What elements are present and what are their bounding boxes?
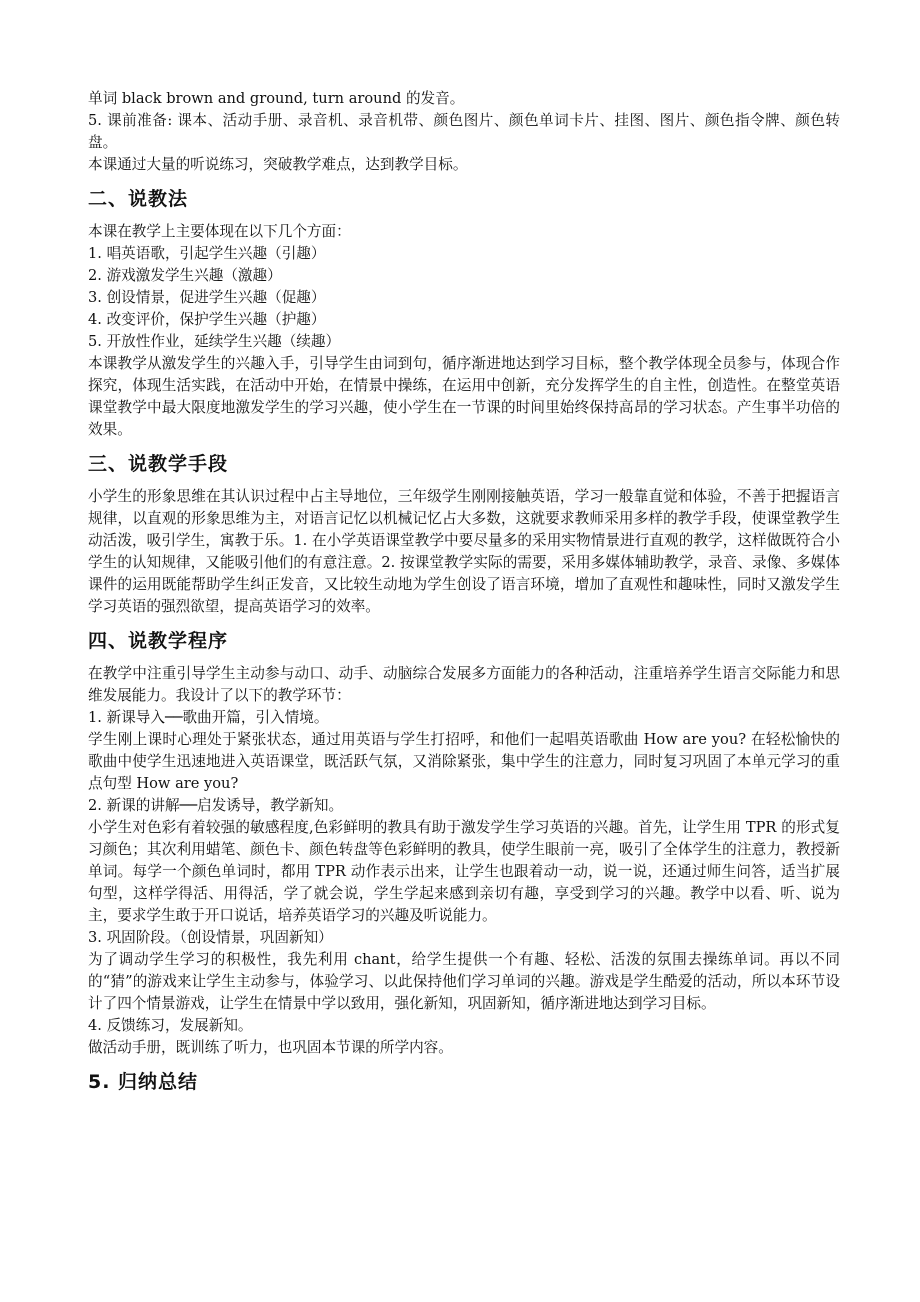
section-2-line: 4. 改变评价，保护学生兴趣（护趣） [88,311,326,328]
section-4-step-4: 4. 反馈练习，发展新知。 [88,1017,253,1034]
section-4-heading: 四、说教学程序 [88,630,229,652]
section-4-paragraph: 学生刚上课时心理处于紧张状态，通过用英语与学生打招呼，和他们一起唱英语歌曲 How are you? 在轻松愉快的歌曲中使学生迅速地进入英语课堂，既活跃气氛，又消除紧张，集中学生的注意力，同时复习巩固了本单元学习的重点句型 How are you? [88,731,840,792]
section-4-step-2: 2. 新课的讲解──启发诱导，教学新知。 [88,797,344,814]
section-4-paragraph: 为了调动学生学习的积极性，我先利用 chant，给学生提供一个有趣、轻松、活泼的氛围去操练单词。再以不同的“猜”的游戏来让学生主动参与，体验学习、以此保持他们学习单词的兴趣。游戏是学生酷爱的活动，所以本环节设计了四个情景游戏，让学生在情景中学以致用，强化新知，巩固新知，循序渐进地达到学习目标。 [88,951,840,1012]
intro-line-1: 单词 black brown and ground, turn around 的发音。 [88,90,465,107]
section-2-line: 5. 开放性作业，延续学生兴趣（续趣） [88,333,341,350]
section-5-heading: 5. 归纳总结 [88,1071,199,1093]
section-2-line: 1. 唱英语歌，引起学生兴趣（引趣） [88,245,326,262]
section-2-heading: 二、说教法 [88,188,189,210]
intro-line-3: 本课通过大量的听说练习，突破教学难点，达到教学目标。 [88,156,468,173]
section-4-paragraph: 在教学中注重引导学生主动参与动口、动手、动脑综合发展多方面能力的各种活动，注重培养学生语言交际能力和思维发展能力。我设计了以下的教学环节： [88,665,840,704]
section-2-paragraph: 本课教学从激发学生的兴趣入手，引导学生由词到句，循序渐进地达到学习目标，整个教学体现全员参与，体现合作探究，体现生活实践，在活动中开始，在情景中操练，在运用中创新，充分发挥学生的自主性，创造性。在整堂英语课堂教学中最大限度地激发学生的学习兴趣，使小学生在一节课的时间里始终保持高昂的学习状态。产生事半功倍的效果。 [88,355,840,438]
section-3-paragraph: 小学生的形象思维在其认识过程中占主导地位，三年级学生刚刚接触英语，学习一般靠直觉和体验，不善于把握语言规律，以直观的形象思维为主，对语言记忆以机械记忆占大多数，这就要求教师采用多样的教学手段，使课堂教学生动活泼，吸引学生，寓教于乐。1. 在小学英语课堂教学中要尽量多的采用实物情景进行直观的教学，这样做既符合小学生的认知规律，又能吸引他们的有意注意。2. 按课堂教学实际的需要，采用多媒体辅助教学，录音、录像、多媒体课件的运用既能帮助学生纠正发音，又比较生动地为学生创设了语言环境，增加了直观性和趣味性，同时又激发学生学习英语的强烈欲望，提高英语学习的效率。 [88,488,840,615]
section-2-line: 2. 游戏激发学生兴趣（激趣） [88,267,282,284]
intro-line-2: 5. 课前准备: 课本、活动手册、录音机、录音机带、颜色图片、颜色单词卡片、挂图、图片、颜色指令牌、颜色转盘。 [88,112,840,151]
section-2-line: 3. 创设情景，促进学生兴趣（促趣） [88,289,326,306]
section-4-step-3: 3. 巩固阶段。（创设情景，巩固新知） [88,929,333,946]
section-4-step-1: 1. 新课导入──歌曲开篇，引入情境。 [88,709,329,726]
section-3-heading: 三、说教学手段 [88,453,229,475]
section-4-paragraph: 做活动手册，既训练了听力，也巩固本节课的所学内容。 [88,1039,453,1056]
section-4-paragraph: 小学生对色彩有着较强的敏感程度,色彩鲜明的教具有助于激发学生学习英语的兴趣。首先，让学生用 TPR 的形式复习颜色；其次利用蜡笔、颜色卡、颜色转盘等色彩鲜明的教具，使学生眼前一亮，吸引了全体学生的注意力，教授新单词。每学一个颜色单词时，都用 TPR 动作表示出来，让学生也跟着动一动，说一说，还通过师生问答，适当扩展句型，这样学得活、用得活，学了就会说，学生学起来感到亲切有趣，享受到学习的兴趣。教学中以看、听、说为主，要求学生敢于开口说话，培养英语学习的兴趣及听说能力。 [88,819,840,924]
document-page [88,88,840,1104]
section-2-line: 本课在教学上主要体现在以下几个方面： [88,223,351,240]
